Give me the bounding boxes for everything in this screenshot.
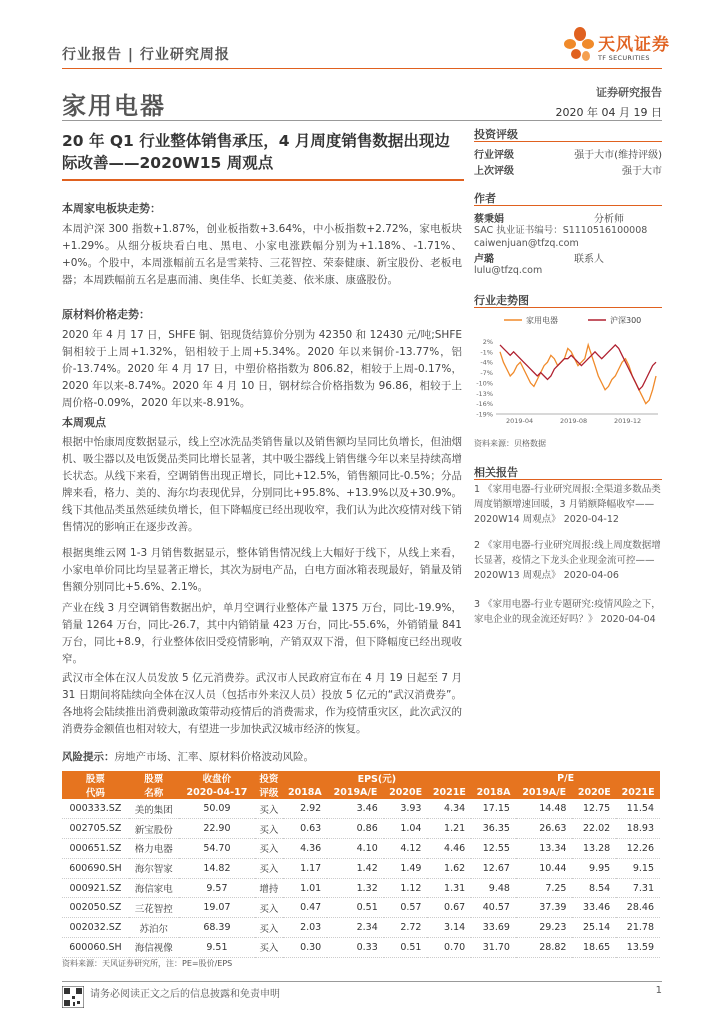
table-cell: 1.17 bbox=[283, 858, 328, 878]
title-underline bbox=[62, 179, 464, 181]
table-cell: 33.69 bbox=[471, 918, 516, 938]
table-cell: 0.57 bbox=[384, 898, 428, 918]
table-cell: 1.01 bbox=[283, 878, 328, 898]
th-code-top: 股票 bbox=[62, 771, 129, 785]
related-title: 相关报告 bbox=[474, 466, 518, 479]
paragraph-view-4: 武汉市全体在汉人员发放 5 亿元消费券。武汉市人民政府宣布在 4 月 19 日起至 7 月 31 日期间将陆续向全体在汉人员（包括市外来汉人员）投放 5 亿元的“武汉消费券”。各地将会陆续推出消费刺激政策带动疫情后的消费需求，作为疫情重灾区，此次武汉的消费券金额值也相对较大，有望进一步加快武汉城市经济的恢复。 bbox=[62, 672, 462, 735]
y-tick-label: -7% bbox=[480, 369, 493, 378]
table-cell: 三花智控 bbox=[129, 898, 179, 918]
table-cell: 12.75 bbox=[572, 799, 616, 819]
table-cell: 31.70 bbox=[471, 938, 516, 958]
table-cell: 海尔智家 bbox=[129, 858, 179, 878]
tf-logo-icon bbox=[562, 26, 598, 66]
th-pe: P/E bbox=[471, 771, 660, 785]
report-date: 2020 年 04 月 19 日 bbox=[555, 106, 662, 119]
page-number: 1 bbox=[655, 985, 662, 996]
table-cell: 0.67 bbox=[427, 898, 471, 918]
series-line-家用电器 bbox=[500, 345, 656, 404]
table-row bbox=[62, 878, 660, 898]
table-cell: 买入 bbox=[255, 918, 282, 938]
chart-source: 资料来源：贝格数据 bbox=[474, 439, 546, 448]
table-cell: 1.49 bbox=[384, 858, 428, 878]
th-sub: 评级 bbox=[255, 785, 282, 799]
th-sub: 2019A/E bbox=[327, 785, 384, 799]
related-report-3[interactable]: 3 《家用电器-行业专题研究:疫情风险之下，家电企业的现金流还好吗？》 2020-04-04 bbox=[474, 599, 661, 625]
table-cell: 苏泊尔 bbox=[129, 918, 179, 938]
prev-rating-row bbox=[474, 162, 662, 177]
table-cell: 40.57 bbox=[471, 898, 516, 918]
table-cell: 9.95 bbox=[572, 858, 616, 878]
table-cell: 26.63 bbox=[516, 819, 573, 839]
table-cell: 36.35 bbox=[471, 819, 516, 839]
y-tick-label: -1% bbox=[480, 348, 493, 357]
table-row bbox=[62, 799, 660, 819]
table-cell: 12.26 bbox=[616, 839, 660, 859]
table-cell: 2.34 bbox=[327, 918, 384, 938]
table-cell: 600690.SH bbox=[62, 858, 129, 878]
table-cell: 9.57 bbox=[179, 878, 256, 898]
table-cell: 21.78 bbox=[616, 918, 660, 938]
table-cell: 12.55 bbox=[471, 839, 516, 859]
table-cell: 买入 bbox=[255, 819, 282, 839]
table-cell: 买入 bbox=[255, 898, 282, 918]
rating-value: 强于大市(维持评级) bbox=[574, 150, 662, 161]
related-report-1[interactable]: 1 《家用电器-行业研究周报:全渠道多数品类周度销额增速回暖，3 月销额降幅收窄——2020W14 周观点》 2020-04-12 bbox=[474, 484, 661, 525]
th-sub: 2020E bbox=[384, 785, 428, 799]
legend-label: 家用电器 bbox=[526, 316, 558, 325]
table-cell: 4.34 bbox=[427, 799, 471, 819]
table-cell: 17.15 bbox=[471, 799, 516, 819]
table-cell: 33.46 bbox=[572, 898, 616, 918]
table-cell: 1.31 bbox=[427, 878, 471, 898]
author2-name: 卢璐 bbox=[474, 254, 494, 265]
table-cell: 68.39 bbox=[179, 918, 256, 938]
th-sub: 2020-04-17 bbox=[179, 785, 256, 799]
y-tick-label: -13% bbox=[476, 389, 493, 398]
qr-code-icon bbox=[62, 986, 84, 1008]
paragraph-view-1: 根据中怡康周度数据显示，线上空冰洗品类销售量以及销售额均呈同比负增长，但油烟机、吸尘器以及电饭煲品类同比增长显著，其中吸尘器线上销售继今年以来呈持续高增长状态。从线下来看，空调销售出现正增长，同比+12.5%，销售额同比-0.5%；分品牌来看，格力、美的、海尔均表现优异，分别同比+95.8%、+13.9%以及+30.9%。线下其他品类虽然延续负增长，但下降幅度已经出现收窄，我们认为此次疫情对线下销售情况的影响正在逐步改善。 bbox=[62, 436, 462, 533]
trend-title: 行业走势图 bbox=[474, 294, 529, 307]
table-cell: 1.32 bbox=[327, 878, 384, 898]
th-price-top: 收盘价 bbox=[179, 771, 256, 785]
table-cell: 1.42 bbox=[327, 858, 384, 878]
table-cell: 000333.SZ bbox=[62, 799, 129, 819]
table-cell: 002705.SZ bbox=[62, 819, 129, 839]
table-cell: 9.51 bbox=[179, 938, 256, 958]
prev-rating-value: 强于大市 bbox=[622, 166, 662, 177]
table-cell: 买入 bbox=[255, 858, 282, 878]
table-cell: 29.23 bbox=[516, 918, 573, 938]
y-tick-label: -10% bbox=[476, 379, 493, 388]
title-divider bbox=[62, 120, 662, 121]
industry-trend-chart bbox=[474, 310, 662, 428]
table-cell: 18.65 bbox=[572, 938, 616, 958]
prev-rating-label: 上次评级 bbox=[474, 166, 514, 177]
table-cell: 买入 bbox=[255, 839, 282, 859]
table-header-row bbox=[62, 771, 660, 785]
table-cell: 0.33 bbox=[327, 938, 384, 958]
table-cell: 54.70 bbox=[179, 839, 256, 859]
table-row bbox=[62, 839, 660, 859]
table-subheader-row bbox=[62, 785, 660, 799]
footer-divider bbox=[62, 981, 662, 982]
th-name-top: 股票 bbox=[129, 771, 179, 785]
y-tick-label: 2% bbox=[482, 337, 493, 346]
table-cell: 0.63 bbox=[283, 819, 328, 839]
table-cell: 28.46 bbox=[616, 898, 660, 918]
th-sub: 2021E bbox=[616, 785, 660, 799]
paragraph-view-2: 根据奥维云网 1-3 月销售数据显示，整体销售情况线上大幅好于线下，从线上来看，小家电单价同比均呈显著正增长，其次为厨电产品，白电方面冰箱表现最好，销量及销售额分别同比+5.6%、2.1%。 bbox=[62, 547, 462, 593]
table-cell: 18.93 bbox=[616, 819, 660, 839]
related-report-2[interactable]: 2 《家用电器-行业研究周报:线上周度数据增长显著，疫情之下龙头企业现金流可控——2020W13 周观点》 2020-04-06 bbox=[474, 540, 661, 581]
table-cell: 13.59 bbox=[616, 938, 660, 958]
th-sub: 2020E bbox=[572, 785, 616, 799]
table-cell: 8.54 bbox=[572, 878, 616, 898]
author1-email[interactable]: caiwenjuan@tfzq.com bbox=[474, 238, 579, 249]
table-cell: 3.14 bbox=[427, 918, 471, 938]
table-cell: 002050.SZ bbox=[62, 898, 129, 918]
table-cell: 12.67 bbox=[471, 858, 516, 878]
risk-text: 房地产市场、汇率、原材料价格波动风险。 bbox=[114, 751, 314, 763]
author1-cert: SAC 执业证书编号：S1110516100008 bbox=[474, 225, 648, 236]
th-sub: 名称 bbox=[129, 785, 179, 799]
table-cell: 0.86 bbox=[327, 819, 384, 839]
th-rating-top: 投资 bbox=[255, 771, 282, 785]
table-cell: 000921.SZ bbox=[62, 878, 129, 898]
table-cell: 19.07 bbox=[179, 898, 256, 918]
paragraph-materials: 2020 年 4 月 17 日，SHFE 铜、铝现货结算价分别为 42350 和 12430 元/吨;SHFE 铜相较于上周+1.32%，铝相较于上周+5.34%。2020 年以来铜价-13.77%，铝价-13.74%。2020 年 4 月 17 日，中塑价格指数为 806.82，相较于上周-0.17%，2020 年以来-8.74%。2020 年 4 月 10 日，钢材综合价格指数为 96.86，相较于上周价格-0.09%，2020 年以来-8.91%。 bbox=[62, 329, 462, 409]
table-cell: 9.48 bbox=[471, 878, 516, 898]
table-cell: 新宝股份 bbox=[129, 819, 179, 839]
paragraph-trend: 本周沪深 300 指数+1.87%，创业板指数+3.64%，中小板指数+2.72%，家电板块+1.29%。从细分板块看白电、黑电、小家电涨跌幅分别为+1.18%、-1.71%、+0%。个股中，本周涨幅前五名是雪莱特、三花智控、荣泰健康、新宝股份、老板电器；本周跌幅前五名是惠而浦、奥佳华、长虹美菱、依米康、康盛股份。 bbox=[62, 223, 462, 286]
table-cell: 002032.SZ bbox=[62, 918, 129, 938]
table-cell: 1.62 bbox=[427, 858, 471, 878]
table-cell: 海信视像 bbox=[129, 938, 179, 958]
logo-subtitle: TF SECURITIES bbox=[598, 54, 650, 62]
paragraph-view-3: 产业在线 3 月空调销售数据出炉，单月空调行业整体产量 1375 万台，同比-19.9%，销量 1264 万台，同比-26.7，其中内销销量 423 万台，同比-55.6%，外销销量 841 万台，同比+8.9，行业整体依旧受疫情影响，产销双双下滑，但下降幅度已经出现收窄。 bbox=[62, 602, 462, 665]
table-row bbox=[62, 938, 660, 958]
table-cell: 14.82 bbox=[179, 858, 256, 878]
table-cell: 13.34 bbox=[516, 839, 573, 859]
table-cell: 0.51 bbox=[384, 938, 428, 958]
table-cell: 22.02 bbox=[572, 819, 616, 839]
table-cell: 22.90 bbox=[179, 819, 256, 839]
table-cell: 11.54 bbox=[616, 799, 660, 819]
table-cell: 3.46 bbox=[327, 799, 384, 819]
trend-rule bbox=[474, 307, 662, 308]
table-cell: 25.14 bbox=[572, 918, 616, 938]
table-row bbox=[62, 858, 660, 878]
table-cell: 10.44 bbox=[516, 858, 573, 878]
table-cell: 2.72 bbox=[384, 918, 428, 938]
table-cell: 4.36 bbox=[283, 839, 328, 859]
section-heading-view: 本周观点 bbox=[62, 416, 106, 429]
header-divider bbox=[62, 68, 662, 69]
table-cell: 14.48 bbox=[516, 799, 573, 819]
x-tick-label: 2019-08 bbox=[560, 417, 588, 425]
author1-role: 分析师 bbox=[594, 214, 624, 225]
table-cell: 13.28 bbox=[572, 839, 616, 859]
th-sub: 2018A bbox=[471, 785, 516, 799]
table-cell: 000651.SZ bbox=[62, 839, 129, 859]
table-cell: 2.03 bbox=[283, 918, 328, 938]
rating-title: 投资评级 bbox=[474, 128, 518, 141]
rating-rule bbox=[474, 141, 662, 142]
th-sub: 2018A bbox=[283, 785, 328, 799]
author-title: 作者 bbox=[474, 192, 496, 205]
risk-notice bbox=[62, 749, 314, 764]
th-sub: 2021E bbox=[427, 785, 471, 799]
table-cell: 增持 bbox=[255, 878, 282, 898]
table-cell: 9.15 bbox=[616, 858, 660, 878]
table-cell: 50.09 bbox=[179, 799, 256, 819]
table-cell: 4.12 bbox=[384, 839, 428, 859]
logo-name: 天风证券 bbox=[598, 35, 670, 55]
table-source: 资料来源：天风证券研究所，注：PE=股价/EPS bbox=[62, 959, 233, 968]
x-tick-label: 2019-04 bbox=[506, 417, 534, 425]
table-cell: 海信家电 bbox=[129, 878, 179, 898]
y-tick-label: -16% bbox=[476, 400, 493, 409]
industry-name: 家用电器 bbox=[62, 92, 166, 120]
table-row bbox=[62, 918, 660, 938]
table-cell: 3.93 bbox=[384, 799, 428, 819]
table-row bbox=[62, 898, 660, 918]
table-cell: 0.70 bbox=[427, 938, 471, 958]
report-type: 行业报告 | 行业研究周报 bbox=[62, 47, 230, 63]
x-tick-label: 2019-12 bbox=[614, 417, 642, 425]
risk-label: 风险提示： bbox=[62, 751, 115, 763]
table-cell: 美的集团 bbox=[129, 799, 179, 819]
table-cell: 600060.SH bbox=[62, 938, 129, 958]
table-cell: 4.10 bbox=[327, 839, 384, 859]
author2-role: 联系人 bbox=[574, 254, 604, 265]
table-cell: 1.12 bbox=[384, 878, 428, 898]
table-cell: 买入 bbox=[255, 799, 282, 819]
table-cell: 0.47 bbox=[283, 898, 328, 918]
y-tick-label: -19% bbox=[476, 410, 493, 419]
table-cell: 0.51 bbox=[327, 898, 384, 918]
table-cell: 37.39 bbox=[516, 898, 573, 918]
section-heading-materials: 原材料价格走势： bbox=[62, 308, 150, 321]
author2-email[interactable]: lulu@tfzq.com bbox=[474, 265, 543, 276]
table-row bbox=[62, 819, 660, 839]
table-cell: 28.82 bbox=[516, 938, 573, 958]
table-cell: 7.25 bbox=[516, 878, 573, 898]
table-cell: 买入 bbox=[255, 938, 282, 958]
rating-label: 行业评级 bbox=[474, 150, 514, 161]
table-cell: 2.92 bbox=[283, 799, 328, 819]
related-rule bbox=[474, 479, 662, 480]
section-heading-trend: 本周家电板块走势： bbox=[62, 202, 161, 215]
industry-rating-row bbox=[474, 146, 662, 161]
report-label: 证券研究报告 bbox=[596, 86, 662, 99]
th-sub: 2019A/E bbox=[516, 785, 573, 799]
table-cell: 4.46 bbox=[427, 839, 471, 859]
stock-valuation-table bbox=[62, 771, 660, 958]
table-cell: 格力电器 bbox=[129, 839, 179, 859]
legend-label: 沪深300 bbox=[610, 316, 642, 325]
page-title: 20 年 Q1 行业整体销售承压，4 月周度销售数据出现边际改善——2020W15 周观点 bbox=[62, 132, 450, 172]
table-cell: 0.30 bbox=[283, 938, 328, 958]
author1-name: 蔡秉娟 bbox=[474, 214, 504, 225]
y-tick-label: -4% bbox=[480, 358, 493, 367]
footer-disclaimer: 请务必阅读正文之后的信息披露和免责申明 bbox=[90, 989, 280, 1000]
author-rule bbox=[474, 205, 662, 206]
th-eps: EPS(元) bbox=[283, 771, 472, 785]
th-sub: 代码 bbox=[62, 785, 129, 799]
table-cell: 1.04 bbox=[384, 819, 428, 839]
table-cell: 1.21 bbox=[427, 819, 471, 839]
table-cell: 7.31 bbox=[616, 878, 660, 898]
